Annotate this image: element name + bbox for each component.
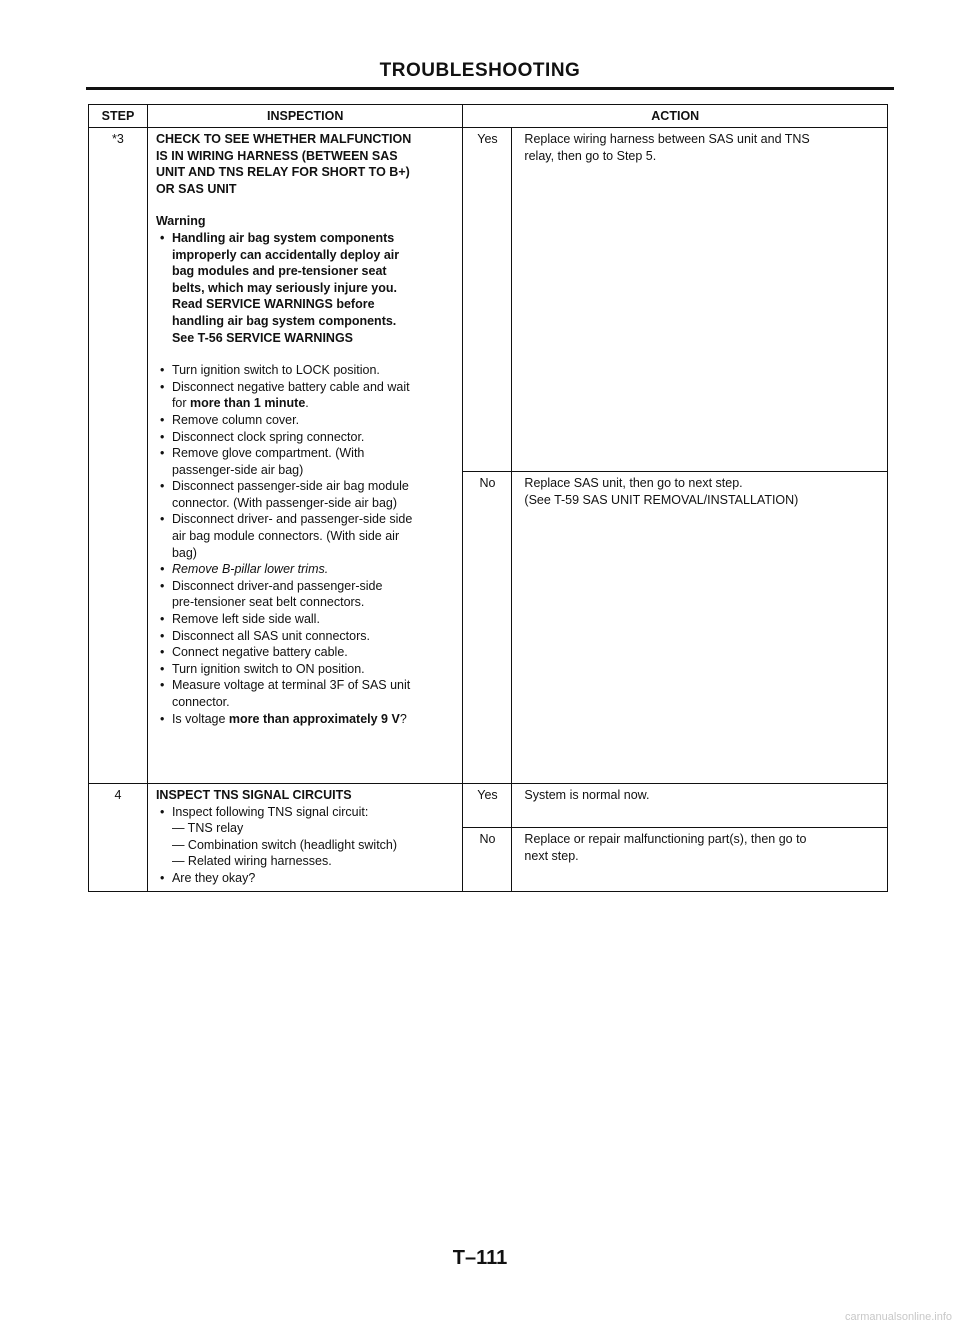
list-item <box>156 711 457 728</box>
list-line: connector. <box>171 695 230 709</box>
warning-line: Read SERVICE WARNINGS before <box>171 297 375 312</box>
step3-heading-line: OR SAS UNIT <box>155 181 237 196</box>
page-number: T–111 <box>452 1247 508 1269</box>
list-line: • Inspect following TNS signal circuit: <box>171 804 369 819</box>
step4-inspection-cell <box>147 784 463 892</box>
header-inspection: INSPECTION <box>147 105 463 128</box>
list-line: — Combination switch (headlight switch) <box>171 837 398 852</box>
text: . <box>305 396 309 411</box>
warning-list <box>156 230 457 346</box>
list-line: passenger-side air bag) <box>171 462 304 477</box>
list-line: • Measure voltage at terminal 3F of SAS unit <box>171 678 411 693</box>
step3-heading <box>156 131 457 197</box>
warning-line: handling air bag system components. <box>171 313 397 328</box>
step3-heading-line: IS IN WIRING HARNESS (BETWEEN SAS <box>155 148 398 163</box>
step4-number-cell <box>89 784 148 892</box>
list-item: • Remove B-pillar lower trims. <box>156 561 457 578</box>
step3-inspection-cell <box>147 128 463 784</box>
list-item <box>156 379 457 412</box>
list-item <box>156 578 457 611</box>
step3-no-cell <box>463 472 512 784</box>
list-item: • Remove column cover. <box>156 412 457 429</box>
warning-line: belts, which may seriously injure you. <box>171 280 398 295</box>
step3-yes-label: Yes <box>477 132 498 146</box>
list-item: • Are they okay? <box>156 870 457 887</box>
step4-yes-row <box>89 784 888 828</box>
step3-yes-action-cell <box>512 128 888 472</box>
step4-no-cell <box>463 828 512 891</box>
list-item <box>156 804 457 870</box>
list-line: • Disconnect driver- and passenger-side side <box>171 512 413 527</box>
text: for <box>171 396 190 411</box>
step4-no-action <box>512 828 887 868</box>
step4-yes-action: System is normal now. <box>524 788 650 802</box>
warning-line: See T-56 SERVICE WARNINGS <box>171 330 354 345</box>
step4-yes-cell <box>463 784 512 828</box>
list-item <box>156 478 457 511</box>
title-rule <box>86 87 894 90</box>
text: ? <box>399 711 407 726</box>
list-line: — Related wiring harnesses. <box>171 854 332 869</box>
warning-line: improperly can accidentally deploy air <box>171 247 400 262</box>
header-step: STEP <box>89 105 148 128</box>
list-line <box>172 395 457 412</box>
watermark: carmanualsonline.info <box>844 1311 952 1323</box>
step3-number-cell <box>89 128 148 784</box>
list-line: pre-tensioner seat belt connectors. <box>171 595 365 610</box>
step3-no-action <box>512 472 887 512</box>
list-item: • Turn ignition switch to ON position. <box>156 661 457 678</box>
table-header-row <box>89 105 888 128</box>
list-line: bag) <box>171 545 197 560</box>
warning-line: bag modules and pre-tensioner seat <box>171 264 387 279</box>
step4-heading: INSPECT TNS SIGNAL CIRCUITS <box>155 788 352 802</box>
list-item <box>156 445 457 478</box>
action-line: Replace SAS unit, then go to next step. <box>524 476 743 490</box>
list-line: connector. (With passenger-side air bag) <box>171 495 398 510</box>
list-line: • Disconnect passenger-side air bag module <box>171 479 409 494</box>
step4-number: 4 <box>114 788 122 802</box>
list-item <box>156 511 457 561</box>
list-item: • Turn ignition switch to LOCK position. <box>156 362 457 379</box>
list-item: • Disconnect all SAS unit connectors. <box>156 628 457 645</box>
list-line: • Disconnect driver-and passenger-side <box>171 578 383 593</box>
warning-item <box>156 230 457 346</box>
step3-procedure-list <box>156 362 457 727</box>
text: Is voltage <box>171 711 229 726</box>
step3-no-action-cell <box>512 472 888 784</box>
step3-yes-action <box>512 128 887 168</box>
action-line: (See T-59 SAS UNIT REMOVAL/INSTALLATION) <box>524 492 799 507</box>
list-line: • Remove glove compartment. (With <box>171 446 365 461</box>
step3-heading-line: CHECK TO SEE WHETHER MALFUNCTION <box>155 132 412 146</box>
emphasis: more than approximately 9 V <box>228 711 400 726</box>
action-line: Replace or repair malfunctioning part(s), then go to <box>524 832 807 847</box>
step4-procedure-list <box>156 804 457 887</box>
step4-yes-action-cell <box>512 784 888 828</box>
step4-yes-label: Yes <box>477 788 498 802</box>
step3-yes-row <box>89 128 888 472</box>
warning-label: Warning <box>155 214 206 229</box>
list-item: • Connect negative battery cable. <box>156 644 457 661</box>
header-action: ACTION <box>463 105 888 128</box>
list-line: air bag module connectors. (With side air <box>171 529 400 544</box>
action-line: relay, then go to Step 5. <box>524 148 657 163</box>
list-item: • Remove left side side wall. <box>156 611 457 628</box>
step4-no-label: No <box>479 832 496 847</box>
action-line: next step. <box>524 848 579 863</box>
list-line: — TNS relay <box>171 821 244 836</box>
step3-heading-line: UNIT AND TNS RELAY FOR SHORT TO B+) <box>155 165 410 180</box>
step3-yes-cell <box>463 128 512 472</box>
troubleshooting-table <box>88 104 888 892</box>
list-item <box>156 677 457 710</box>
step4-no-action-cell <box>512 828 888 891</box>
list-item: • Disconnect clock spring connector. <box>156 429 457 446</box>
emphasis: more than 1 minute <box>190 396 306 411</box>
list-line: • Disconnect negative battery cable and wait <box>171 379 410 394</box>
step3-no-label: No <box>479 476 496 490</box>
action-line: Replace wiring harness between SAS unit and TNS <box>524 132 810 146</box>
page-title: TROUBLESHOOTING <box>379 60 581 81</box>
warning-line: • Handling air bag system components <box>171 230 395 245</box>
step3-number: *3 <box>112 132 124 146</box>
